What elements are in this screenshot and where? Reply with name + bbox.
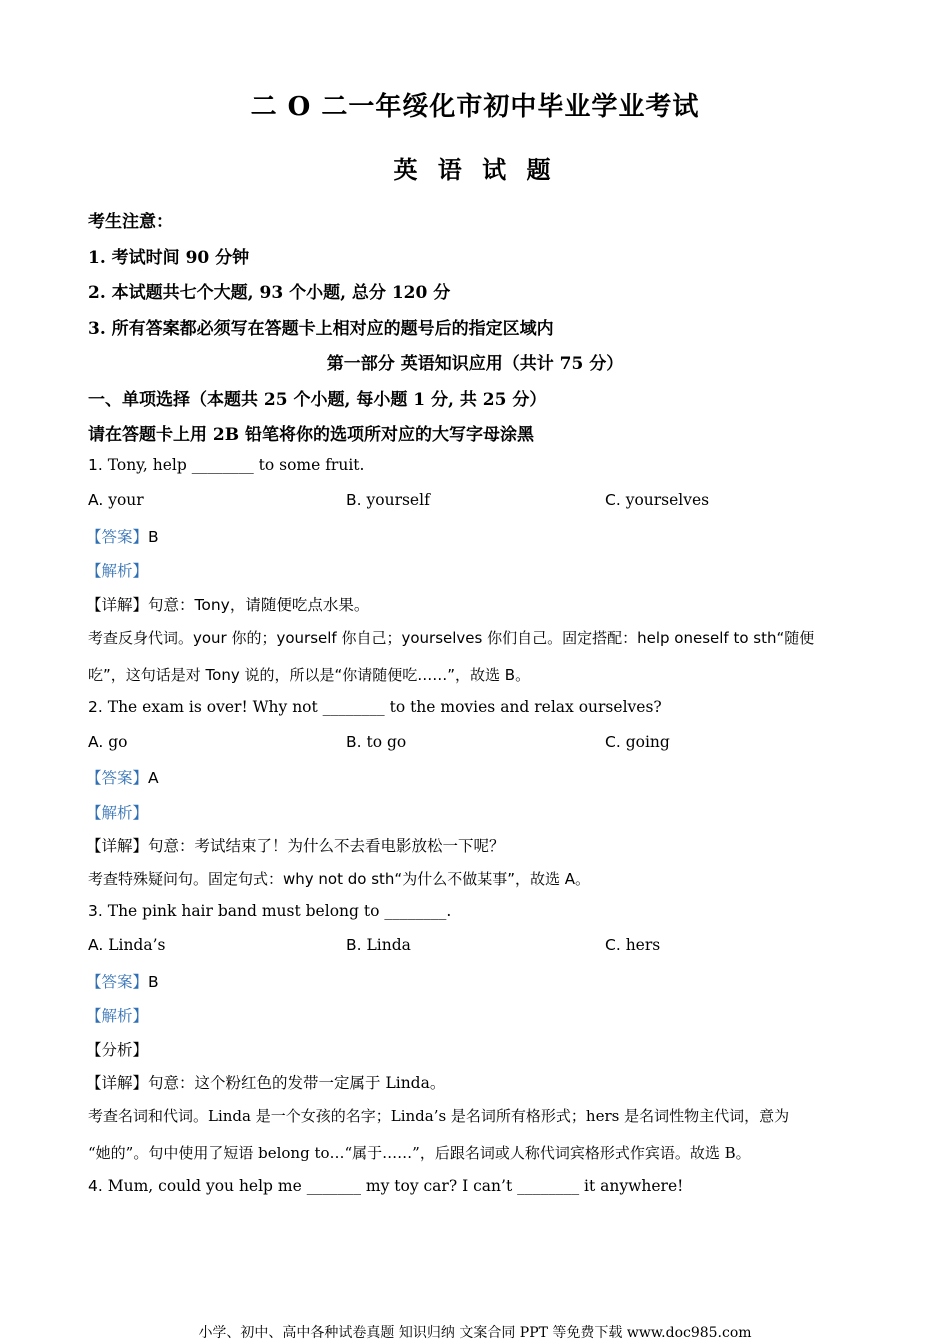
answer-value: B [148, 528, 159, 546]
detail-label: 【详解】 [86, 596, 149, 614]
analysis-label: 【解析】 [86, 562, 149, 580]
exam-title: 二 O 二一年绥化市初中毕业学业考试 [250, 92, 700, 122]
section-instruction: 请在答题卡上用 2B 铅笔将你的选项所对应的大写字母涂黑 [88, 425, 535, 445]
analysis-label: 【解析】 [86, 804, 149, 822]
option-c: C. going [605, 733, 670, 751]
explain-line: 考查反身代词。your 你的；yourself 你自己；yourselves 你们自己。固定搭配：help oneself to sth“随便 [88, 629, 815, 647]
question-text: The exam is over! Why not ________ to the movies and relax ourselves? [107, 698, 662, 716]
question-3 [88, 902, 451, 920]
notice-heading: 考生注意： [88, 212, 173, 232]
option-b: B. Linda [346, 936, 411, 954]
question-number: 1. [88, 456, 103, 474]
answer-label: 【答案】 [86, 973, 149, 991]
fenxi-label: 【分析】 [86, 1041, 149, 1059]
explain-line: 考查名词和代词。Linda 是一个女孩的名字；Linda’s 是名词所有格形式；hers 是名词性物主代词，意为 [88, 1107, 790, 1125]
detail-label: 【详解】 [86, 837, 149, 855]
detail-line [86, 1071, 445, 1093]
answer-line [86, 970, 159, 992]
explain-line: 考查特殊疑问句。固定句式：why not do sth“为什么不做某事”，故选 A。 [88, 870, 590, 888]
detail-line [86, 834, 505, 856]
analysis-label: 【解析】 [86, 1007, 149, 1025]
answer-value: B [148, 973, 159, 991]
question-text: The pink hair band must belong to ________. [107, 902, 452, 920]
explain-line: “她的”。句中使用了短语 belong to…“属于……”，后跟名词或人称代词宾格形式作宾语。故选 B。 [88, 1144, 751, 1162]
option-a: A. your [88, 491, 144, 509]
detail-label: 【详解】 [86, 1074, 149, 1092]
option-a: A. Linda’s [88, 936, 166, 954]
answer-line [86, 766, 159, 788]
option-c: C. yourselves [605, 491, 710, 509]
option-b: B. yourself [346, 491, 430, 509]
part-title: 第一部分 英语知识应用（共计 75 分） [326, 354, 624, 374]
exam-subtitle: 英 语 试 题 [393, 155, 557, 184]
notice-item: 2. 本试题共七个大题, 93 个小题, 总分 120 分 [88, 283, 451, 303]
notice-item: 3. 所有答案都必须写在答题卡上相对应的题号后的指定区域内 [88, 319, 554, 339]
answer-label: 【答案】 [86, 769, 149, 787]
section-title: 一、单项选择（本题共 25 个小题, 每小题 1 分, 共 25 分） [88, 390, 547, 410]
footer-text: 小学、初中、高中各种试卷真题 知识归纳 文案合同 PPT 等免费下载 www.doc985.com [198, 1325, 752, 1341]
question-1 [88, 456, 364, 474]
question-text: Tony, help ________ to some fruit. [107, 456, 365, 474]
option-c: C. hers [605, 936, 661, 954]
answer-value: A [148, 769, 159, 787]
question-number: 3. [88, 902, 103, 920]
question-number: 2. [88, 698, 103, 716]
detail-text: 句意：Tony，请随便吃点水果。 [148, 596, 370, 614]
answer-line [86, 525, 159, 547]
answer-label: 【答案】 [86, 528, 149, 546]
option-b: B. to go [346, 733, 407, 751]
detail-text: 句意：这个粉红色的发带一定属于 Linda。 [148, 1074, 446, 1092]
detail-text: 句意：考试结束了！为什么不去看电影放松一下呢？ [148, 837, 505, 855]
question-number: 4. [88, 1177, 103, 1195]
question-4 [88, 1177, 683, 1195]
question-2 [88, 698, 662, 716]
option-a: A. go [88, 733, 128, 751]
explain-line: 吃”，这句话是对 Tony 说的，所以是“你请随便吃……”，故选 B。 [88, 666, 531, 684]
detail-line [86, 593, 369, 615]
notice-item: 1. 考试时间 90 分钟 [88, 248, 250, 268]
question-text: Mum, could you help me _______ my toy car? I can’t ________ it anywhere! [107, 1177, 684, 1195]
